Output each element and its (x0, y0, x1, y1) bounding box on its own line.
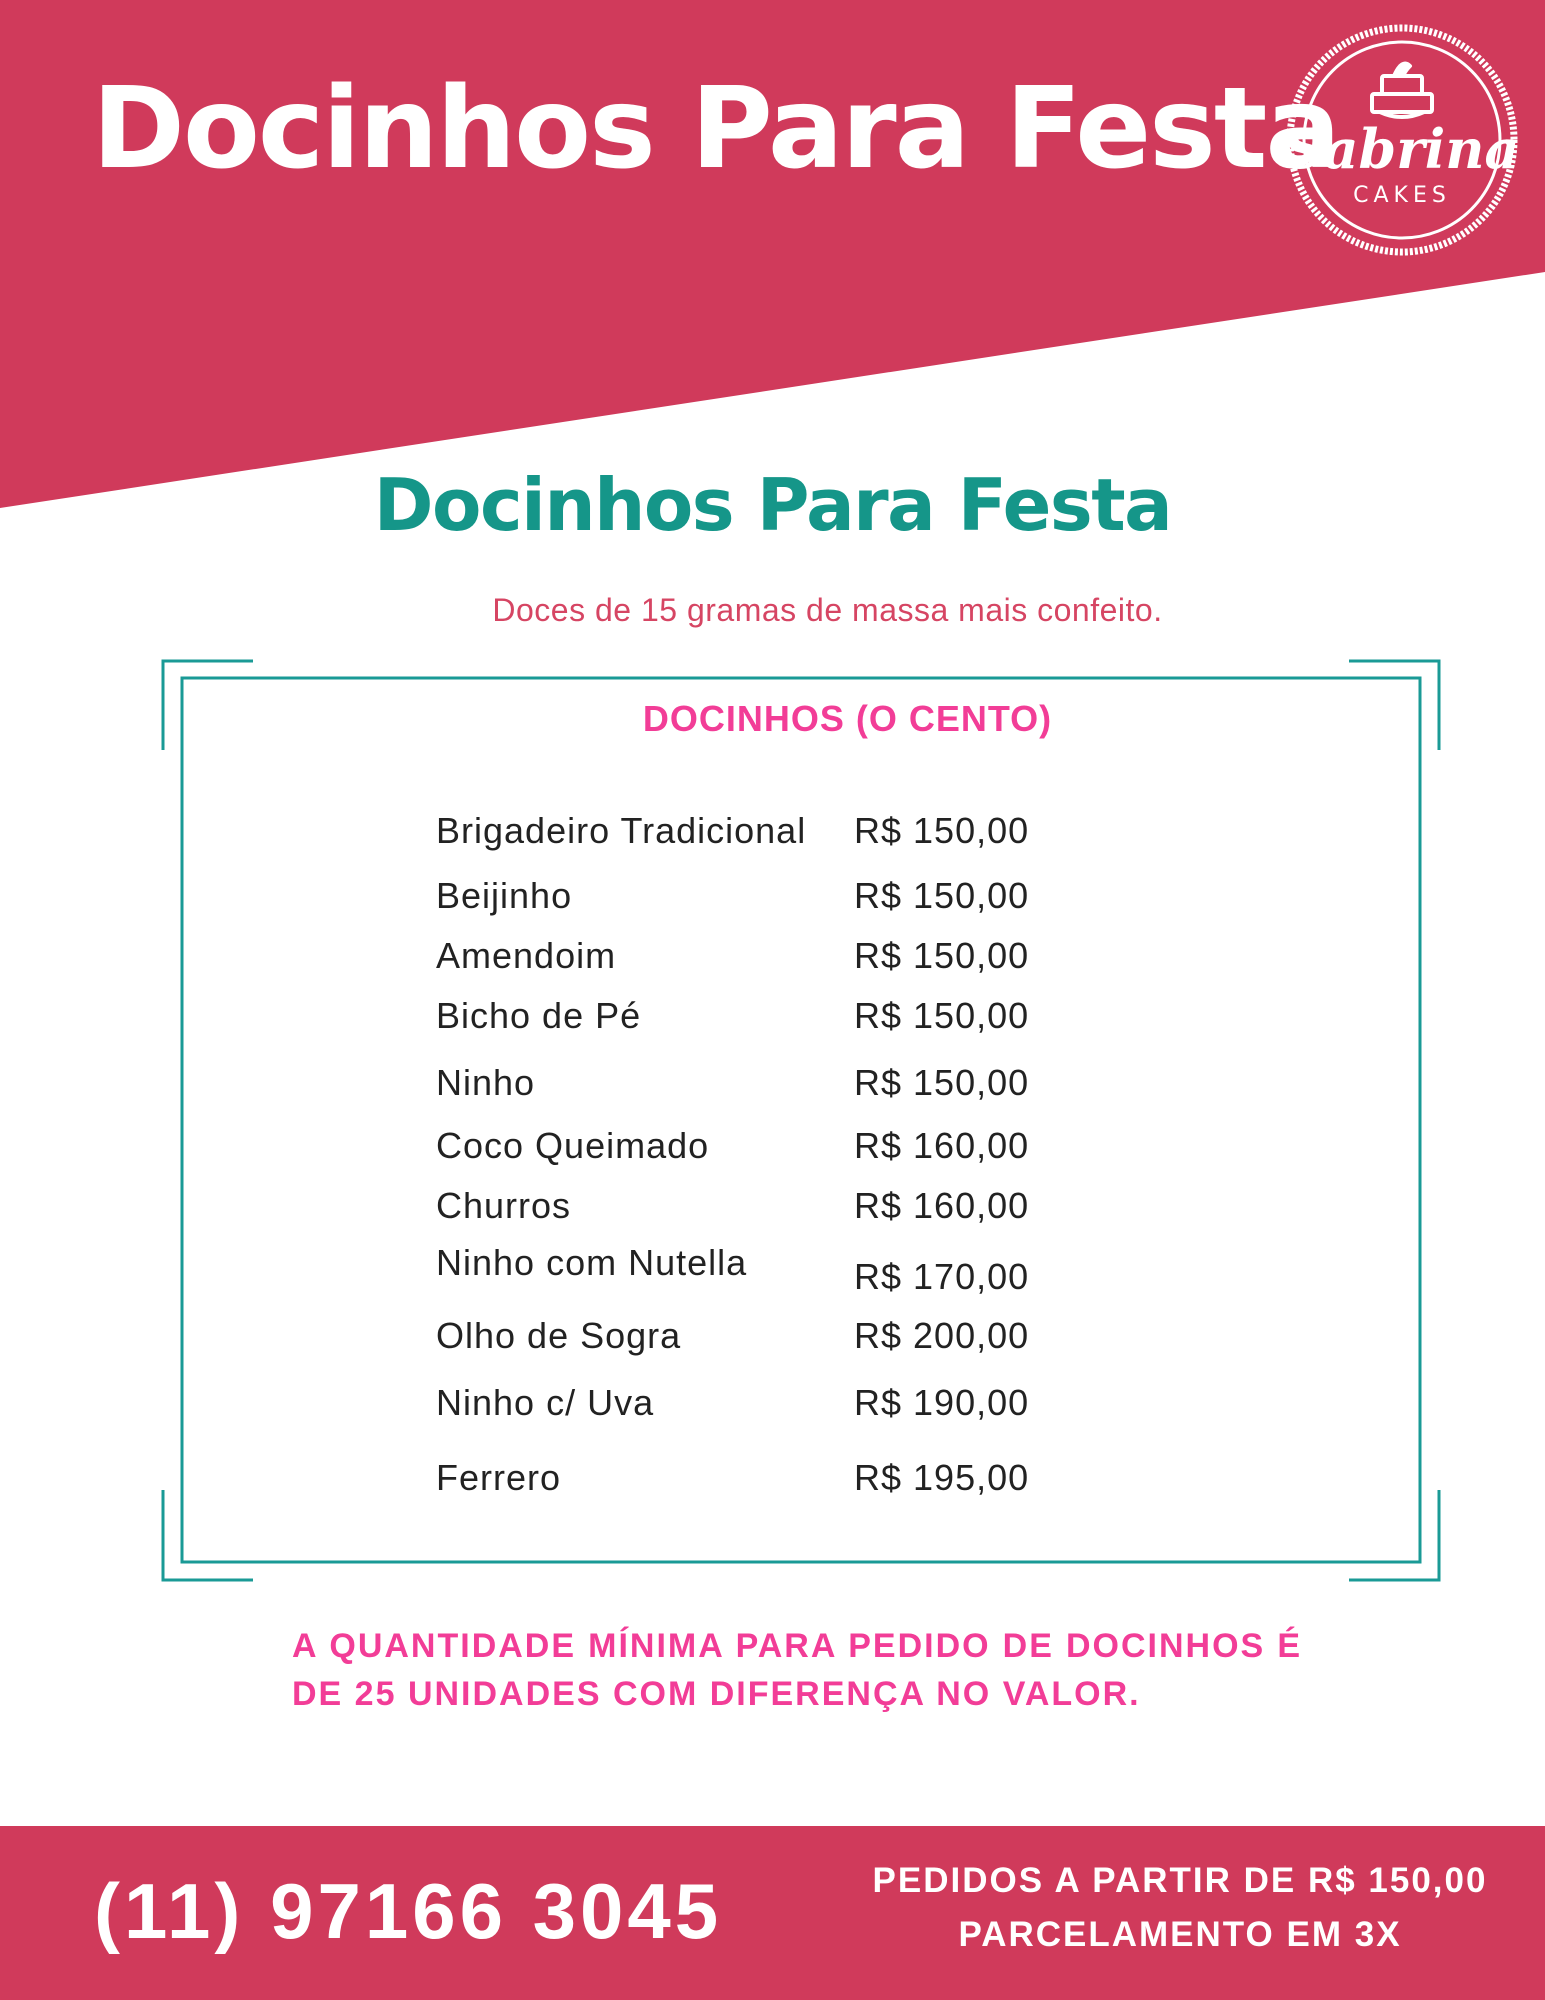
menu-frame (160, 658, 1442, 1584)
item-name: Ninho (436, 1062, 536, 1103)
item-name: Ninho c/ Uva (436, 1382, 655, 1423)
subtitle: Doces de 15 gramas de massa mais confeito. (492, 592, 1163, 628)
item-name: Olho de Sogra (436, 1315, 682, 1356)
item-price: R$ 160,00 (854, 1185, 1030, 1226)
list-item (0, 1315, 1545, 1365)
list-item (0, 995, 1545, 1045)
item-price: R$ 150,00 (854, 875, 1030, 916)
list-item (0, 1125, 1545, 1175)
list-item (0, 1062, 1545, 1112)
header-title: Docinhos Para Festa (92, 64, 1339, 194)
item-name: Ninho com Nutella (436, 1242, 748, 1283)
minimum-order-notice: A QUANTIDADE MÍNIMA PARA PEDIDO DE DOCINHOS É DE 25 UNIDADES COM DIFERENÇA NO VALOR. (292, 1627, 1302, 1713)
item-name: Ferrero (436, 1457, 562, 1498)
item-name: Churros (436, 1185, 572, 1226)
list-item (0, 935, 1545, 985)
footer (0, 1826, 1545, 2000)
item-price: R$ 150,00 (854, 810, 1030, 851)
item-price: R$ 150,00 (854, 995, 1030, 1036)
item-name: Amendoim (436, 935, 617, 976)
list-item (0, 1457, 1545, 1507)
menu-title: DOCINHOS (O CENTO) (642, 698, 1053, 739)
list-item (0, 1242, 1545, 1297)
item-price: R$ 200,00 (854, 1315, 1030, 1356)
item-price: R$ 195,00 (854, 1457, 1030, 1498)
list-item (0, 1382, 1545, 1432)
item-name: Brigadeiro Tradicional (436, 810, 807, 851)
item-name: Coco Queimado (436, 1125, 710, 1166)
list-item (0, 875, 1545, 925)
cake-icon (1372, 64, 1432, 117)
section-title: Docinhos Para Festa (373, 463, 1172, 547)
list-item (0, 810, 1545, 860)
phone-number: (11) 97166 3045 (94, 1867, 723, 1955)
item-price: R$ 170,00 (854, 1256, 1030, 1297)
item-price: R$ 160,00 (854, 1125, 1030, 1166)
list-item (0, 1185, 1545, 1235)
item-price: R$ 190,00 (854, 1382, 1030, 1423)
item-name: Bicho de Pé (436, 995, 642, 1036)
footer-note: PEDIDOS A PARTIR DE R$ 150,00 PARCELAMENTO EM 3X (872, 1861, 1488, 1954)
item-price: R$ 150,00 (854, 1062, 1030, 1103)
logo-script-text: Sabrina (1284, 117, 1520, 181)
sabrina-cakes-logo (1282, 20, 1522, 260)
item-price: R$ 150,00 (854, 935, 1030, 976)
logo-sub-text: CAKES (1353, 183, 1451, 208)
item-name: Beijinho (436, 875, 573, 916)
